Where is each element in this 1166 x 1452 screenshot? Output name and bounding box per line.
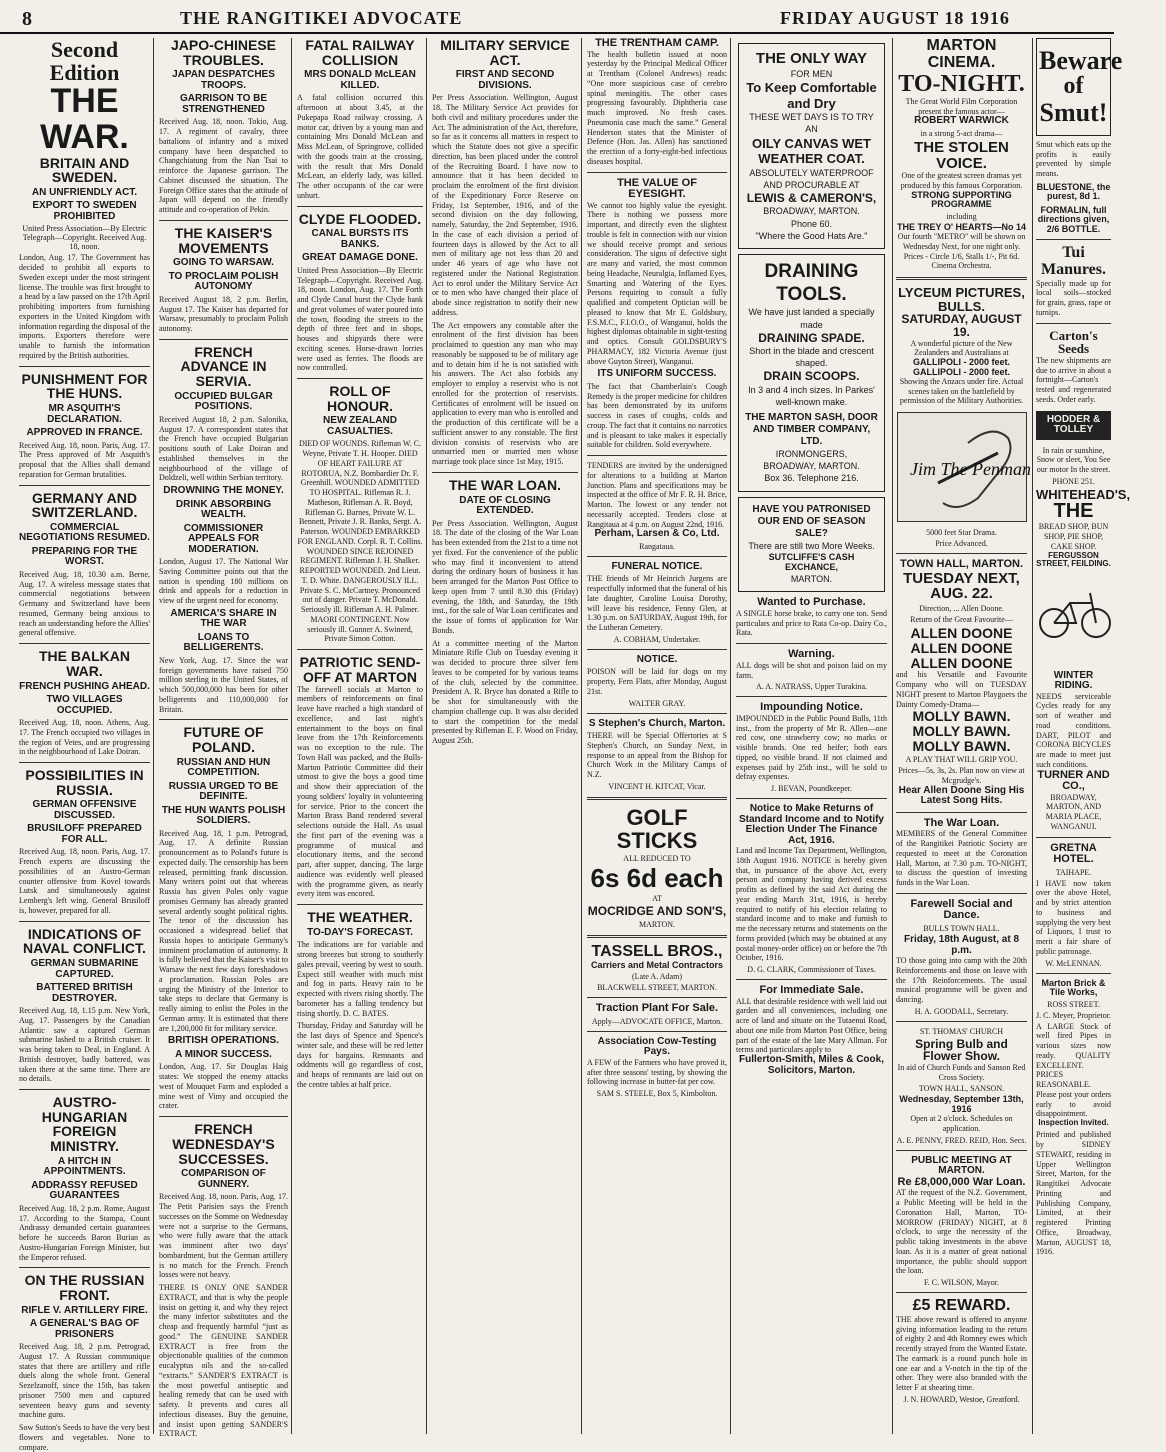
- article-text: The fact that Chamberlain's Cough Remedy is the proper medicine for children has been demonstrated by its uniform success in cases of coughs, colds and croup. The fact that it contains no narcotics and is pleasant to take makes it especially suitable for children. Sold everywhere.: [587, 381, 727, 450]
- lyceum-text: Showing the Anzacs under fire. Actual scenes taken on the battlefield by permission of the Military Authorities.: [899, 376, 1024, 406]
- advert-text: Sow Sutton's Seeds to have the very best flowers and vegetables. None to compare.: [19, 1423, 150, 1452]
- headline: FRENCH WEDNESDAY'S SUCCESSES.: [172, 1121, 275, 1167]
- article-text: Received Aug. 18, noon. Paris, Aug. 17. The Press approved of Mr Asquith's proposal that the Allies shall demand reparation for German brutalities.: [19, 440, 150, 479]
- subhead: GREAT DAMAGE DONE.: [302, 252, 418, 264]
- ad-text: BROADWAY, MARTON.: [763, 461, 860, 472]
- headline: POSSIBILITIES IN RUSSIA.: [25, 767, 144, 798]
- subhead: JAPAN DESPATCHES TROOPS.: [172, 69, 275, 91]
- column-2: [156, 37, 292, 1439]
- subhead: FUNERAL NOTICE.: [611, 560, 703, 572]
- whitehead-text: In rain or sunshine, Snow or sleet, You See our motor In the street.: [1036, 445, 1111, 475]
- subhead: THE HUN WANTS POLISH SOLDIERS.: [161, 804, 286, 827]
- lyceum-date: SATURDAY, AUGUST 19.: [901, 312, 1022, 339]
- headline: FRENCH ADVANCE IN SERVIA.: [180, 343, 267, 390]
- headline: GERMANY AND SWITZERLAND.: [31, 489, 138, 521]
- sutcliffe-advert: [738, 497, 885, 593]
- tender-signature: Perham, Larsen & Co, Ltd.: [594, 528, 720, 540]
- subhead: ITS UNIFORM SUCCESS.: [597, 368, 717, 380]
- headline: ROLL OF HONOUR.: [326, 383, 394, 414]
- notice-text: A SINGLE horse brake, to carry one ton. Send particulars and price to Rata Co-op. Dairy Co., Rata.: [736, 608, 887, 638]
- headline: AUSTRO-HUNGARIAN FOREIGN MINISTRY.: [41, 1094, 128, 1155]
- doone-name: ALLEN DOONE: [910, 639, 1013, 656]
- subhead: MR ASQUITH'S DECLARATION.: [47, 403, 122, 425]
- subhead: Wanted to Purchase.: [757, 596, 866, 609]
- subhead: FIRST AND SECOND DIVISIONS.: [455, 69, 555, 91]
- subhead: NEW ZEALAND CASUALTIES.: [323, 415, 397, 437]
- subhead: The War Loan.: [923, 816, 1000, 829]
- cinema-actor: ROBERT WARWICK: [914, 115, 1009, 127]
- golf-text: ALL REDUCED TO: [623, 854, 691, 864]
- ad-heading: THE MARTON SASH, DOOR AND TIMBER COMPANY, LTD.: [745, 412, 878, 448]
- brick-text: A LARGE Stock of well fired Pipes in various sizes now ready. QUALITY EXCELLENT. PRICES REASONABLE.: [1036, 1021, 1111, 1090]
- town-hall-text: Direction, ... Allen Doone.: [919, 604, 1004, 614]
- notice-signature: J. BEVAN, Poundkeeper.: [771, 784, 852, 794]
- headline: MILITARY SERVICE ACT.: [440, 37, 570, 68]
- article-text: New York, Aug. 17. Since the war foreign governments have raised 750 million sterling in the United States, of which 500,000,000 has been for other belligerents and 110,000,000 for Britain.: [159, 655, 288, 714]
- notice-signature: WALTER GRAY.: [628, 698, 686, 708]
- ad-heading: DRAIN SCOOPS.: [763, 369, 860, 384]
- bluestone-text: BLUESTONE, the purest, 8d 1.: [1036, 181, 1111, 202]
- subhead: BRITISH OPERATIONS.: [168, 1035, 279, 1047]
- subhead: GERMAN OFFENSIVE DISCUSSED.: [32, 799, 137, 821]
- subhead: RUSSIAN AND HUN COMPETITION.: [176, 756, 271, 779]
- cinema-text: including: [946, 211, 977, 221]
- subhead: PUBLIC MEETING AT MARTON.: [911, 1154, 1012, 1177]
- subhead: LOANS TO BELLIGERENTS.: [183, 631, 264, 654]
- article-text: Received Aug. 18, 10.30 a.m. Berne, Aug. 17. A wireless message states that commercial negotiations between Germany and Switzerland have been resumed, Germany being anxious to reach an understanding before the Allies' general offensive.: [19, 569, 150, 638]
- church-signature: VINCENT H. KITCAT, Vicar.: [608, 781, 706, 791]
- town-hall-text: Return of the Great Favourite—: [910, 615, 1013, 625]
- subhead: FRENCH PUSHING AHEAD.: [19, 680, 150, 692]
- cinema-programme: STRONG SUPPORTING PROGRAMME: [911, 189, 1012, 210]
- reward-heading: £5 REWARD.: [912, 1297, 1011, 1315]
- headline: FUTURE OF POLAND.: [183, 724, 264, 755]
- article-text: Received August 18, 2 p.m. Salonika, August 17. A correspondent states that the French have occupied Bulgarian positions south of Lake Doiran and established themselves in the neighbourhood of the village of Doldzeli, well within Serbian territory.: [159, 414, 288, 483]
- golf-advert: [587, 806, 727, 929]
- headline: JAPO-CHINESE TROUBLES.: [170, 37, 277, 68]
- brick-text: Please post your orders early to avoid disappointment.: [1036, 1089, 1111, 1119]
- article-text: Thursday, Friday and Saturday will be the last days of Spence and Spence's winter sale, and these will be red letter days for bargains. Remnants and oddments will go regardless of cost, and heaps of remnants are laid out on the centre tables at half price.: [297, 1021, 423, 1089]
- headline: THE VALUE OF EYESIGHT.: [617, 176, 697, 201]
- funeral-notice: THE friends of Mr Heinrich Jurgens are respectfully informed that the funeral of his late daughter, Caroline Louisa Dorothy, will leave his residence, Fenny Glen, at 1.30 p.m. on SATURDAY, August 19th, for the Lutheran Cemetery.: [587, 574, 727, 633]
- smut-heading: of: [1063, 73, 1084, 100]
- article-text: London, August 17. The National War Saving Committee points out that the nation is spending 180 millions on drink and appeals for a reduction in view of the urgent need for economy.: [159, 557, 288, 606]
- ad-heading: OILY CANVAS WET WEATHER COAT.: [752, 135, 871, 167]
- whitehead-heading: WHITEHEAD'S,: [1036, 486, 1131, 502]
- imprint: Printed and published by SIDNEY STEWART, residing in Upper Wellington Street, Marton, for the Rangitikei Advocate Printing and Publishing Company, Limited, at their registered Printing Office, Broadway, Marton, AUGUST 18, 1916.: [1036, 1130, 1111, 1257]
- subhead: TO-DAY'S FORECAST.: [307, 926, 413, 938]
- article-text: Received Aug. 18, noon. Athens, Aug. 17. The French occupied two villages in the region of Vetes, and are progressing in the neighbourhood of Lake Doiran.: [19, 718, 150, 757]
- ad-text: In 3 and 4 inch sizes. In Parkes' well-known make.: [748, 384, 875, 407]
- whitehead-shops: BREAD SHOP, BUN SHOP, PIE SHOP, CAKE SHOP.: [1038, 522, 1109, 551]
- penman-text: 5000 feet Star Drama.: [926, 528, 997, 538]
- subhead: Spring Bulb and Flower Show.: [915, 1036, 1008, 1064]
- turner-address: BROADWAY, MARTON, AND MARIA PLACE, WANGANUI.: [1045, 792, 1102, 831]
- traction-text: Apply—ADVOCATE OFFICE, Marton.: [591, 1016, 723, 1026]
- notice-text: TO those going into camp with the 20th Reinforcements and those on leave with the 17th Reinforcements. The usual musical programme will be given and dancing.: [896, 956, 1027, 1004]
- penman-text: Price Advanced.: [935, 539, 988, 549]
- notice-date: Wednesday, September 13th, 1916: [899, 1094, 1024, 1114]
- ad-heading: DRAINING SPADE.: [758, 330, 865, 345]
- doone-name: ALLEN DOONE: [910, 654, 1013, 671]
- article-text: Per Press Association. Wellington, August 18. The Military Service Act provides for both civil and military procedures under the Act. The administration of the Act, therefore, so far as it concerns all matters in respect to which the Statute does not give a specific direction, has been placed under the control of the Recruiting Board. I have now to announce that it has been decided to proclaim the enrolment of the first division of the Expeditionary Force Reserve on Friday, 1st September, 1916, and of the second division on the day following, namely, Saturday, the 2nd September, 1916. In the case of each division a period of fourteen days is allowed by the Act to all men of military age not less than 20 and under 46 years of age who have not registered under the National Registration Act to enrol under the Military Service Act or to men who have changed their place of abode since registration to notify their new address.: [432, 93, 578, 317]
- subhead: BRUSILOFF PREPARED FOR ALL.: [27, 823, 142, 845]
- cinema-tonight: TO-NIGHT.: [898, 70, 1025, 97]
- molly-bawn: MOLLY BAWN.: [912, 722, 1011, 739]
- tassell-text: Carriers and Metal Contractors: [590, 959, 724, 970]
- notice-text: AT the request of the N.Z. Government, a Public Meeting will be held in the Coronation Hall, Marton, TO-MORROW (FRIDAY) NIGHT, at 8 o'clock, to urge the necessity of the public taking investments in the above loan. As it is a matter of great national importance, the public should support the loan.: [896, 1188, 1027, 1276]
- notice-signature: Fullerton-Smith, Miles & Cook, Solicitors, Marton.: [738, 1054, 884, 1076]
- tender-notice: TENDERS are invited by the undersigned for alterations to a building at Marton Junction. Plans and specifications may be inspected at the office of Mr F. R. H. Brice, Marton. The lowest or any tender not necessarily accepted. Tenders close at Rangitaua at 4 p.m. on August 22nd, 1916.: [587, 461, 727, 529]
- tassell-address: BLACKWELL STREET, MARTON.: [597, 983, 717, 993]
- article-text: Per Press Association. Wellington, August 18. The date of the closing of the War Loan has been extended from the 21st to a time not yet fixed. For the convenience of the public who may find it inconvenient to attend during the ordinary hours of business it has been arranged for the Marton Post Office to keep open from 7 until 8.30 this (Friday) evening, the 18th, and Saturday, the 19th inst., for the sale of War Loan certificates and the issue of forms of application for War Bonds.: [432, 518, 578, 635]
- brick-address: ROSS STREET.: [1047, 999, 1100, 1009]
- column-4: [429, 38, 582, 1434]
- subhead: A MINOR SUCCESS.: [175, 1048, 272, 1060]
- subhead: DRINK ABSORBING WEALTH.: [175, 498, 272, 521]
- subhead: A GENERAL'S BAG OF PRISONERS: [29, 1318, 140, 1340]
- tassell-text: (Late A. Adam): [632, 972, 682, 982]
- gretna-signature: W. McLENNAN.: [1045, 958, 1102, 968]
- ad-heading: DRAINING TOOLS.: [764, 260, 859, 305]
- subhead: TO PROCLAIM POLISH AUTONOMY: [168, 270, 279, 293]
- ad-text: "Where the Good Hats Are.": [755, 230, 868, 241]
- subhead: COMPARISON OF GUNNERY.: [181, 1168, 266, 1190]
- whitehead-address: FERGUSSON STREET, FEILDING.: [1036, 550, 1111, 569]
- lewis-cameron-advert: [738, 43, 885, 249]
- subhead: COMMISSIONER APPEALS FOR MODERATION.: [183, 522, 264, 555]
- church-notice: THERE will be Special Offertories at S Stephen's Church, on Sunday Next, in response to an appeal from the Bishop for Church Work in the Military Camps of N.Z.: [587, 731, 727, 780]
- ad-text: Box 36. Telephone 216.: [764, 473, 859, 484]
- subhead: S Stephen's Church, Marton.: [588, 717, 726, 729]
- article-text: Received Aug. 18, 1.15 p.m. New York, Aug. 17. Passengers by the Canadian Atlantic saw a captured German submarine lashed to a British cruiser. It was being taken to Deal, in England. A British destroyer, badly battered, was taken there at the same time. There are no details.: [19, 1006, 150, 1084]
- subhead: DROWNING THE MONEY.: [163, 485, 284, 497]
- golf-location: MARTON.: [638, 919, 676, 929]
- whitehead-phone: PHONE 251.: [1052, 476, 1095, 486]
- molly-bawn: MOLLY BAWN.: [912, 708, 1011, 725]
- lyceum-film: GALLIPOLI - 2000 feet.: [912, 357, 1011, 368]
- second-edition-heading: Second Edition: [49, 37, 120, 86]
- golf-text: AT: [652, 894, 662, 904]
- cow-testing-signature: SAM S. STEELE, Box 5, Kimbolton.: [596, 1089, 718, 1098]
- subhead: DATE OF CLOSING EXTENDED.: [459, 494, 551, 517]
- traction-heading: Traction Plant For Sale.: [595, 1002, 719, 1015]
- article-text: The indications are for variable and strong breezes but strong to southerly gales prevail, veering by west to south. Expect still weather with much mist and fog in parts. Heavy rain to be expected with rivers rising shortly. The barometer has a falling tendency but rising shortly. D. C. BATES.: [297, 940, 423, 1018]
- subhead: RIFLE V. ARTILLERY FIRE.: [21, 1304, 148, 1316]
- page-number: 8: [22, 8, 32, 30]
- advert-text: THERE IS ONLY ONE SANDER EXTRACT, and that is why the people insist on getting it, and why they reject the many inferior substitutes and the cheap and frequently harmful “just as good.” The GENUINE SANDER EXTRACT is free from the objectionable qualities of the common eucalyptus oils and the so-called “extracts.” SANDER'S EXTRACT is the most powerful antiseptic and healing remedy that can be used with safety. It prevents and cures all infectious diseases. Buy the genuine, and insist upon getting SANDER'S EXTRACT.: [159, 1283, 288, 1439]
- cinema-heading: MARTON CINEMA.: [926, 37, 997, 71]
- notice-text: THE above reward is offered to anyone giving information leading to the return of eighty 2 and 4th Romney ewes which recently strayed from the Wanted Estate. The earmark is a round punch hole in one ear and a V-notch in the tip of the other. They were also branded with the letter F at shearing time.: [896, 1314, 1027, 1393]
- tender-location: Rangataua.: [639, 541, 675, 551]
- article-text: Received Aug. 18, 2 p.m. Rome, August 17. According to the Stampa, Count Andrassy demanded certain guarantees before he succeeds Baron Burian as Austro-Hungarian Foreign Minister, but the Emperor refused.: [19, 1203, 150, 1262]
- notice-text: Open at 2 o'clock. Schedules on application.: [910, 1114, 1013, 1134]
- golf-price: 6s 6d each: [590, 863, 724, 894]
- headline: THE KAISER'S MOVEMENTS: [174, 224, 273, 256]
- cow-testing-heading: Association Cow-Testing Pays.: [597, 1035, 717, 1058]
- subhead: AMERICA'S SHARE IN THE WAR: [170, 607, 277, 630]
- subhead: CANAL BURSTS ITS BANKS.: [311, 228, 409, 250]
- subhead: Notice to Make Returns of Standard Income and to Notify Election Under The Finance Act, 1916.: [738, 803, 884, 846]
- headline: CLYDE FLOODED.: [298, 210, 422, 227]
- notice-text: BULLS TOWN HALL.: [923, 924, 1000, 933]
- town-hall-text: and his Versatile and Favourite Company who will on TUESDAY NIGHT present to Marton Playgoers the Dainty Comedy-Drama—: [896, 670, 1027, 709]
- ad-text: IRONMONGERS,: [775, 449, 848, 460]
- notice-signature: J. N. HOWARD, Westoe, Greatford.: [903, 1394, 1020, 1404]
- article-text: A fatal collision occurred this afternoon at about 3.45, at the Pukepapa Road railway crossing. A motor car, driven by a young man and containing Mrs Donald McLean and Miss McLean, of Springrove, collided with the goods train at the crossing, with the result that Mrs Donald McLean, an elderly lady, was killed. The other occupants of the car were unhurt.: [297, 93, 423, 200]
- subhead: MRS DONALD McLEAN KILLED.: [304, 69, 416, 91]
- subhead: GERMAN SUBMARINE CAPTURED.: [30, 958, 139, 980]
- tui-heading: Tui Manures.: [1040, 243, 1107, 278]
- winter-text: NEEDS serviceable Cycles ready for any sort of weather and road conditions. DART, PILOT and CORONA BICYCLES are made to meet just such conditions.: [1036, 691, 1111, 769]
- ad-text: We have just landed a specially made: [748, 307, 875, 330]
- article-text: Received Aug. 18, 1 p.m. Petrograd, Aug. 17. A definite Russian pronouncement as to Poland's future is expected daily. The censorship has been released, permitting frank discussion. Many writers point out that whereas Russia has given Poles only vague promises Germany has already granted several ardently sought political rights. The tenor of the discussion has occasioned a widespread belief that Russia hopes to anticipate Germany's imminent proclamation of autonomy. It is fully believed that the Kaiser's visit to Warsaw the next few days foreshadows a proclamation. Russian Poles are urging the Ministry of the Interior to take steps to declare that Germany is really aiming to enlist the Poles in the German army. It is estimated that there are 1,200,000 fit for military service.: [159, 828, 288, 1033]
- cinema-feature: THE STOLEN VOICE.: [914, 138, 1009, 172]
- article-text: The health bulletin issued at noon yesterday by the Principal Medical Officer at Trentham (Colonel Andrews) reads: “One more suspicious case of cerebro spinal meningitis. The other cases progressing favourably. Diphtheria case much improved. No fresh cases. Pneumonia case much the same.” General Henderson states that the Minister of Defence (Hon. Jas. Allen) has sanctioned the erection of a forty-eight-bed infectious diseases hospital.: [587, 49, 727, 166]
- headline: THE TRENTHAM CAMP.: [595, 37, 719, 49]
- winter-heading: WINTER RIDING.: [1053, 669, 1094, 692]
- headline: THE WEATHER.: [307, 909, 413, 926]
- headline: THE BALKAN WAR.: [39, 648, 130, 679]
- ad-heading: SUTCLIFFE'S CASH EXCHANCE,: [768, 551, 855, 573]
- smut-advert: [1036, 38, 1123, 136]
- subhead: Impounding Notice.: [760, 701, 863, 714]
- masthead: [0, 4, 1114, 34]
- notice-signature: F. C. WILSON, Mayor.: [924, 1278, 999, 1288]
- notice-signature: A. A. NATRASS, Upper Turakina.: [755, 682, 868, 692]
- notice-signature: H. A. GOODALL, Secretary.: [914, 1006, 1009, 1016]
- notice-text: POISON will be laid for dogs on my property, Fern Flats, after Monday, August 21st.: [587, 667, 727, 696]
- formalin-text: FORMALIN, full directions given, 2/6 BOTTLE.: [1037, 204, 1110, 234]
- funeral-signature: A. COBHAM, Undertaker.: [613, 634, 701, 644]
- subhead: For Immediate Sale.: [759, 984, 864, 997]
- notice-text: ALL that desirable residence with well laid out garden and all conveniences, including one acre of land and situate on the Tutaenui Road, about one mile from Marton Post Office, being part of the estate of the late Mary Allman. For terms and particulars apply to: [736, 996, 887, 1055]
- notice-text: In aid of Church Funds and Sanson Red Cross Society.: [897, 1062, 1026, 1082]
- ad-text: FOR MEN: [790, 69, 833, 79]
- subhead: TWO VILLAGES OCCUPIED.: [46, 694, 123, 716]
- article-text: We cannot too highly value the eyesight. There is nothing we possess more important, and directly even the slightest trouble is felt in connection with our vision we should receive prompt and serious consideration. The signs of defective sight are many and varied, the most common being Headache, Neuralgia, Inflamed Eyes, Smarting and Watering of the Eyes. Persons requiring to consult a fully qualified and competent Optician will be pleased to know that Mr E. Goldsbury, F.S.M.C., F.I.O.O., of Wanganui, holds the highest diplomas obtainable in sight-testing and optics. Consult GOLDSBURY'S PHARMACY, 182 Victoria Avenue (just above Guyton Street), Wanganui.: [587, 200, 727, 366]
- article-text: Received Aug. 18, noon. Tokio, Aug. 17. A regiment of cavalry, three battalions of infantry and a mixed company have been despatched to Changchiatung from the Nan Tsai to reinforce the Japanese garrison. The Cabinet discussed the situation. The Foreign Office states that the attitude of Japan will depend on the friendly attitude and co-operation of Pekin.: [159, 117, 288, 215]
- headline: PUNISHMENT FOR THE HUNS.: [21, 370, 148, 402]
- ad-text: BROADWAY, MARTON.: [763, 206, 860, 217]
- article-text: London, Aug. 17. Sir Douglas Haig states: We stopped the enemy attacks west of Mouquet Farm and exploded a mine west of Vimy and occupied the crater.: [159, 1062, 288, 1111]
- bicycle-illustration: [1036, 575, 1166, 665]
- subhead: GOING TO WARSAW.: [173, 257, 274, 269]
- tui-text: Specially made up for local soils—stocked for grain, grass, rape or turnips.: [1036, 278, 1111, 317]
- turner-heading: TURNER AND CO.,: [1037, 768, 1110, 793]
- headline: INDICATIONS OF NAVAL CONFLICT.: [23, 925, 146, 957]
- column-5: [584, 38, 731, 1434]
- article-text: United Press Association—By Electric Telegraph—Copyright. Received Aug. 18, noon. London, Aug. 17. The Forth and Clyde Canal burst the Clyde bank and great volumes of water poured into the town, flooding the streets to the depth of three feet and in shops, houses and shipyards there were exciting scenes. Horse-drawn lorries were used as ferries. The floods are now controlled.: [297, 265, 423, 373]
- draining-tools-advert: [738, 254, 885, 492]
- gretna-location: TAIHAPE.: [1055, 867, 1092, 877]
- notice-signature: D. G. CLARK, Commissioner of Taxes.: [747, 965, 876, 975]
- notice-text: MEMBERS of the General Committee of the Rangitikei Patriotic Society are requested to meet at the Coronation Hall, Marton, at 7.30 p.m. TO-NIGHT, to discuss the question of investing funds in the War Loan.: [896, 829, 1027, 888]
- jim-the-penman-illustration: [897, 412, 1031, 522]
- subhead: PREPARING FOR THE WORST.: [31, 545, 138, 568]
- brick-heading: Marton Brick & Tile Works,: [1041, 977, 1106, 998]
- tassell-heading: TASSELL BROS.,: [591, 942, 723, 960]
- hodder-tolley-banner: HODDER & TOLLEY: [1036, 411, 1111, 440]
- cinema-text: The Great World Film Corporation present the famous actor—: [905, 96, 1018, 116]
- ad-text: There are still two More Weeks.: [748, 540, 875, 551]
- subhead: Warning.: [788, 648, 835, 661]
- cinema-text: One of the greatest screen dramas yet produced by this famous Corporation.: [900, 171, 1023, 191]
- lyceum-text: A wonderful picture of the New Zealanders and Australians at: [910, 338, 1013, 358]
- molly-bawn: MOLLY BAWN.: [912, 737, 1011, 754]
- carton-text: The new shipments are due to arrive in about a fortnight—Carton's tested and regenerated seeds. Order early.: [1036, 355, 1111, 404]
- column-7: [892, 38, 1030, 1434]
- ad-text: THESE WET DAYS IS TO TRY AN: [749, 112, 874, 135]
- subhead: EXPORT TO SWEDEN PROHIBITED: [32, 200, 137, 222]
- brick-inspection: Inspection Invited.: [1038, 1118, 1109, 1128]
- column-3: [294, 38, 427, 1434]
- ad-heading: HAVE YOU PATRONISED OUR END OF SEASON SALE?: [752, 503, 871, 539]
- subhead: COMMERCIAL NEGOTIATIONS RESUMED.: [19, 521, 150, 544]
- subhead: OCCUPIED BULGAR POSITIONS.: [174, 390, 273, 413]
- article-text: The Act empowers any constable after the enrolment of the first division has been proclaimed to question any man who may reasonably be supposed to be of military age and to detain him if he is not satisfied with his answers. The Act also forbids any employer to employ a reservist who is not enrolled for the protection of reservists. Certificates of enrolment will be issued on application to every man who is enrolled and the production of this certificate will be a sufficient answer to any constable. The first division consists of reservists who are unmarried men or married men whose marriage took place since 1st May, 1915.: [432, 320, 578, 467]
- article-text: Received Aug. 18, noon. Paris, Aug. 17. French experts are discussing the possibilities of an Austro-German counter offensive from Kovel towards Lutsk and simultaneously against Lemberg's left wing. General Brusiloff is, however, prepared for all.: [19, 847, 150, 915]
- article-text: The farewell socials at Marton to members of reinforcements on final leave have reached a high standard of excellence, and last night's entertainment to the boys on final leave from the 17th Reinforcements was no exception to the rule. The Town Hall was packed, and the Bulls-Marton Patriotic Committee did their utmost to give the boys a good time and show their appreciation of the young soldiers' loyalty in volunteering for service. Prior to the concert the Marton Brass Band rendered several selections outside the Hall. As usual the first part of the evening was a programme of musical and elocutionary items, and the second part, after supper, dancing. The large audience was evidently well pleased with the programme given, as nearly every item was encored.: [297, 684, 423, 899]
- smut-heading: Smut!: [1039, 98, 1108, 128]
- cinema-serial: THE TREY O' HEARTS—No 14: [897, 221, 1026, 232]
- town-hall-heading: TOWN HALL, MARTON.: [899, 558, 1024, 571]
- dateline: United Press Association—By Electric Telegraph—Copyright. Received Aug. 18, noon.: [22, 224, 147, 252]
- casualty-list: DIED OF WOUNDS. Rifleman W. C. Weyne, Private T. H. Hooper. DIED OF HEART FAILURE AT ROTORUA, N.Z. Bombardier Dr. F. Greenhill. WOUNDED ADMITTED TO HOSPITAL. Rifleman R. J. Matheson, Rifleman A. R. Boyd, Rifleman G. Barnes, Private W. L. Bennett, Private J. R. Banks, Sergt. A. Paterson. WOUNDED EMBARKED FOR ENGLAND. Corpl. R. T. Collins. WOUNDED SINCE REJOINED REGIMENT. Rifleman J. H. Shalker. REPORTED WOUNDED. 2nd Lieut. T. D. White. DANGEROUSLY ILL. Private S. C. McCartney. Pronounced out of danger. Private T. McDonald. Seriously ill. Rifleman A. H. Palmer. MAORI CONTINGENT. Now seriously ill. Gunner A. Swinerd, Private Simon Cotton.: [297, 439, 423, 644]
- article-text: Received Aug. 18, 2 p.m. Petrograd, August 17. A Russian communique states that there are artillery and rifle duels along the whole front. General Sezelzanoff, since the 15th, has taken prisoner 7500 men and captured seventeen heavy guns and seventy machine guns.: [19, 1342, 150, 1420]
- golf-heading: GOLF STICKS: [616, 804, 698, 853]
- smut-heading: Beware: [1039, 46, 1123, 75]
- golf-seller: MOCRIDGE AND SON'S,: [587, 904, 727, 919]
- subhead: Farewell Social and Dance.: [910, 897, 1013, 922]
- column-1: [16, 37, 154, 1452]
- cinema-text: in a strong 5-act drama—: [920, 128, 1003, 138]
- gretna-text: I HAVE now taken over the above Hotel, and by strict attention to business and supplying the very best of Liquors, I trust to merit a fair share of public patronage.: [1036, 878, 1111, 956]
- notice-text: ST. THOMAS' CHURCH: [919, 1026, 1004, 1036]
- subhead: A HITCH IN APPOINTMENTS.: [43, 1155, 126, 1178]
- notice-text: IMPOUNDED in the Public Pound Bulls, 11th inst., from the property of Mr R. Allen—one red cow, one strawberry cow; no marks or visible brands. One red heifer; both ears tipped, no visible brand. If not claimed and expenses paid by 25th inst., will be sold to defray expenses.: [736, 713, 887, 782]
- town-hall-prices: Prices—5s, 3s, 2s. Plan now on view at Mcgrudge's.: [898, 766, 1025, 786]
- notice-text: ALL dogs will be shot and poison laid on my farm.: [736, 660, 887, 680]
- notice-text: TOWN HALL, SANSON.: [918, 1084, 1005, 1094]
- article-text: At a committee meeting of the Marton Miniature Rifle Club on Tuesday evening it was decided to procure three silver fern leaves to be competed for by various teams of the club, selected by the committee. President A. R. Bryce has donated a Rifle to be shot for simultaneously with the champion challenge cup. It was also decided to start the competition for the medal presented by Rifleman E. F. Wood on Friday, August 25th.: [432, 638, 578, 746]
- carton-heading: Carton's Seeds: [1049, 327, 1098, 357]
- brick-proprietor: J. C. Meyer, Proprietor.: [1036, 1010, 1112, 1020]
- gretna-heading: GRETNA HOTEL.: [1050, 841, 1097, 866]
- subhead: RUSSIA URGED TO BE DEFINITE.: [168, 780, 279, 803]
- whitehead-the: THE: [1053, 500, 1094, 523]
- lyceum-heading: LYCEUM PICTURES, BULLS.: [898, 285, 1025, 314]
- column-8: [1032, 38, 1131, 1434]
- headline: PATRIOTIC SEND-OFF AT MARTON: [299, 654, 421, 685]
- subhead: AN UNFRIENDLY ACT.: [31, 186, 138, 198]
- smut-text: Smut which eats up the profits is easily prevented by simple means.: [1036, 139, 1111, 179]
- ad-heading: THE ONLY WAY: [755, 50, 868, 67]
- subhead: Re £8,000,000 War Loan.: [897, 1175, 1026, 1188]
- cow-testing-text: A FEW of the Farmers who have proved it, after three seasons' testing, by showing the following increase in butter-fat per cow.: [587, 1057, 727, 1087]
- newspaper-title: THE RANGITIKEI ADVOCATE: [180, 8, 463, 28]
- ad-text: ABSOLUTELY WATERPROOF AND PROCURABLE AT: [749, 167, 874, 190]
- penman-lettering: Jim The Penman: [909, 459, 1031, 480]
- column-6: [733, 38, 890, 1434]
- subhead: ADDRASSY REFUSED GUARANTEES: [31, 1179, 138, 1202]
- town-hall-text: A PLAY THAT WILL GRIP YOU.: [905, 755, 1018, 765]
- subhead: NOTICE.: [636, 653, 678, 665]
- article-text: London, Aug. 17. The Government has decided to prohibit all exports to Sweden except under the most stringent license. The trouble was first brought to a head by a law passed on the 17th April prohibiting importers from furnishing exporters in the United Kingdom with information regarding the disposal of the imports. Exporters therefore were unable to furnish the information required by the British authorities.: [19, 253, 150, 360]
- doone-name: ALLEN DOONE: [910, 625, 1013, 642]
- ad-text: Phone 60.: [790, 218, 833, 229]
- subhead: APPROVED IN FRANCE.: [26, 427, 143, 439]
- lyceum-film: GALLIPOLI - 2000 feet.: [912, 366, 1011, 377]
- the-war-heading: THE WAR.: [40, 82, 129, 156]
- town-hall-date: TUESDAY NEXT, AUG. 22.: [903, 569, 1020, 603]
- ad-text: Short in the blade and crescent shaped.: [749, 346, 874, 369]
- issue-date: FRIDAY AUGUST 18 1916: [780, 8, 1010, 28]
- subhead: GARRISON TO BE STRENGTHENED: [179, 93, 268, 115]
- headline: FATAL RAILWAY COLLISION: [305, 37, 415, 68]
- ad-heading: To Keep Comfortable and Dry: [746, 80, 877, 111]
- ad-text: MARTON.: [790, 574, 833, 585]
- headline: ON THE RUSSIAN FRONT.: [24, 1272, 145, 1303]
- article-text: Received August 18, 2 p.m. Berlin, August 17. The Kaiser has departed for Warsaw, presumably to proclaim Polish autonomy.: [159, 294, 288, 333]
- headline: BRITAIN AND SWEDEN.: [39, 154, 130, 186]
- ad-heading: LEWIS & CAMERON'S,: [746, 191, 877, 206]
- cinema-prices: Prices - Circle 1/6, Stalls 1/-, Pit 6d. Cinema Orchestra.: [903, 251, 1020, 271]
- notice-text: Land and Income Tax Department, Wellington, 18th August 1916. NOTICE is hereby given that, in pursuance of the above Act, every person and company having derived excess profits as defined by the said Act during the year ending March 31st, 1916, is hereby required to notify of his election relating to standard income and to make and furnish to me the necessary returns and statements on the forms provided (which may be obtained at any postal money-order office) on or before the 7th October, 1916.: [736, 846, 887, 963]
- cinema-text: Our fourth "METRO" will be shown on Wednesday Next, for one night only.: [897, 232, 1026, 251]
- article-text: Received Aug. 18, noon. Paris, Aug. 17. The Petit Parisien says the French successes on the Somme on Wednesday were not a surprise to the Germans, who were fully aware that the attack was imminent after two days' bombardment, but the German artillery is no match for the French. French losses were not heavy.: [159, 1192, 288, 1280]
- subhead: BATTERED BRITISH DESTROYER.: [36, 982, 133, 1004]
- notice-date: Friday, 18th August, at 8 p.m.: [903, 934, 1020, 956]
- town-hall-songs: Hear Allen Doone Sing His Latest Song Hits.: [898, 784, 1025, 807]
- headline: THE WAR LOAN.: [449, 476, 561, 493]
- notice-signature: A. E. PENNY, FRED. REID, Hon. Secs.: [896, 1135, 1027, 1145]
